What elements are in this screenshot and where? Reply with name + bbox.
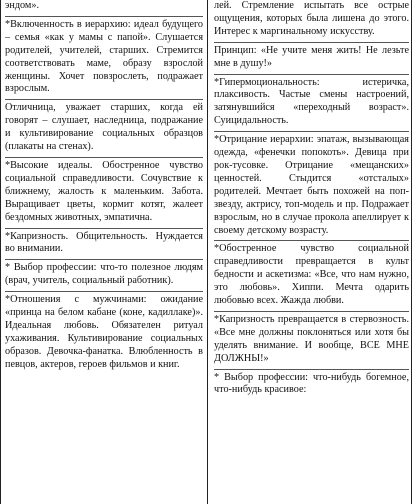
- paragraph-profession-choice: * Выбор профессии: что-нибудь богемное, что-нибудь красивое:: [214, 371, 409, 396]
- paragraph-capriciousness: *Капризность. Общительность. Нуждается во внимании.: [5, 229, 203, 261]
- paragraph-hierarchy-inclusion: *Включенность в иерархию: идеал будущего – семья «как у мамы с папой». Слушается родителей, учителей, старших. Стремится соответствовать маме, образу взрослой женщины. Хочет повзрослеть, подражает взрослым.: [5, 17, 203, 100]
- right-column: [209, 0, 412, 504]
- paragraph-capriciousness-bitchiness: *Капризность превращается в стервозность. «Все мне должны поклоняться или хотя бы уделять внимание. И вообще, ВСЕ МНЕ ДОЛЖНЫ!»: [214, 312, 409, 370]
- paragraph-social-justice: *Обостренное чувство социальной справедливости превращается в культ бедности и аскетизма: «Все, что нам нужно, это любовь». Хиппи. Мечта одарить любовью всех. Жажда любви.: [214, 241, 409, 312]
- paragraph-high-ideals: *Высокие идеалы. Обостренное чувство социальной справедливости. Сочувствие к ближнему, жалость к маленьким. Забота. Выращивает цветы, кормит котят, жалеет бездомных животных, эмпатична.: [5, 158, 203, 229]
- paragraph-hyperemotionality: *Гипермоциональность: истеричка, плаксивость. Частые смены настроений, затянувшийся «переходный возраст». Суицидальность.: [214, 75, 409, 133]
- paragraph-continuation: лей. Стремление испытать все острые ощущения, которых была лишена до этого. Интерес к маргинальному искусству.: [214, 0, 409, 43]
- paragraph-principle: Принцип: «Не учите меня жить! Не лезьте мне в душу!»: [214, 43, 409, 75]
- paragraph-excellent-student: Отличница, уважает старших, когда ей говорят – слушает, наследница, подражание и культивирование социальных образцов (плакаты на стенах).: [5, 100, 203, 158]
- left-column: [1, 0, 208, 504]
- paragraph-profession-choice: * Выбор профессии: что-то полезное людям (врач, учитель, социальный работник).: [5, 260, 203, 292]
- paragraph-continuation: эндом».: [5, 0, 203, 17]
- paragraph-hierarchy-denial: *Отрицание иерархии: эпатаж, вызывающая одежда, «фенечки попокоть». Девица при рок-тусовке. Отрицание «мещанских» ценностей. Стыдится «отсталых» родителей. Мечтает быть похожей на поп-звезду, актрису, топ-модель и пр. Подражает взрослым, но в случае прокола апеллирует к своему детскому возрасту.: [214, 132, 409, 241]
- paragraph-relations-with-men: *Отношения с мужчинами: ожидание «принца на белом кабане (коне, кадиллаке)». Идеальная любовь. Обязателен ритуал ухаживания. Культивирование социальных образов. Девочка-фанатка. Влюбленность в певцов, актеров, героев фильмов и книг.: [5, 294, 203, 370]
